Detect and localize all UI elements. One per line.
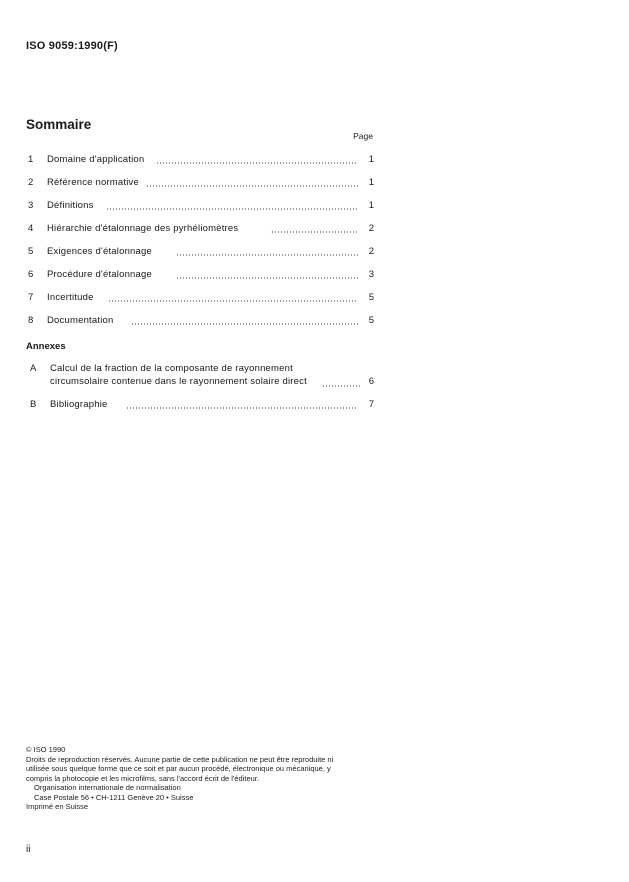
toc-entry-page: 5 [368,315,374,326]
toc-entry-number: 7 [28,292,34,303]
printed-in: Imprimé en Suisse [26,802,89,811]
toc-entry[interactable] [26,291,374,305]
toc-leader-dots [106,208,358,210]
document-id: ISO 9059:1990(F) [26,40,118,52]
annex-title-line2: circumsolaire contenue dans le rayonnement solaire direct [50,376,307,387]
toc-entry[interactable] [26,268,374,282]
toc-entry-title: Définitions [47,199,98,213]
annex-letter: B [30,399,37,410]
toc-entry-page: 5 [368,292,374,303]
toc-title: Sommaire [26,117,92,132]
page-column-label: Page [353,131,373,141]
toc-entry[interactable] [26,314,374,328]
toc-entry-number: 3 [28,200,34,211]
toc-entry-number: 4 [28,223,34,234]
page-number: ii [26,844,31,855]
toc-entry[interactable] [26,245,374,259]
toc-entry-page: 1 [368,154,374,165]
rights-notice: Droits de reproduction réservés. Aucune partie de cette publication ne peut être reproduite ni utilisée sous quelque forme que ce soit et par aucun procédé, électronique ou mécanique, y compris la photocopie et les microfilms, sans l'accord écrit de l'éditeur. [26,754,334,783]
annex-entry[interactable] [26,363,374,389]
annex-page: 6 [368,376,374,387]
toc-entry-title: Domaine d'application [47,153,148,167]
annex-title: Bibliographie [50,399,108,410]
toc-leader-dots [131,323,358,325]
annexes-heading: Annexes [26,341,66,352]
toc-entry[interactable] [26,153,374,167]
annex-page: 7 [368,399,374,410]
toc-entry-number: 6 [28,269,34,280]
postal-address: Case Postale 56 • CH-1211 Genève 20 • Suisse [34,792,194,802]
toc-leader-dots [322,385,360,387]
toc-entry[interactable] [26,199,374,213]
toc-entry-title: Référence normative [47,176,143,190]
annex-title-line1: Calcul de la fraction de la composante de rayonnement [50,363,293,374]
copyright-line: © ISO 1990 [26,745,66,754]
toc-entry-number: 2 [28,177,34,188]
toc-leader-dots [271,231,358,233]
toc-leader-dots [146,185,358,187]
toc-entry-number: 5 [28,246,34,257]
copyright-block [26,745,356,812]
toc-leader-dots [126,407,358,409]
annex-entry[interactable] [26,399,374,413]
toc-entry-title: Procédure d'étalonnage [47,268,156,282]
toc-leader-dots [156,162,358,164]
toc-entry[interactable] [26,222,374,236]
organization-name: Organisation internationale de normalisation [34,783,181,792]
toc-entry[interactable] [26,176,374,190]
toc-entry-number: 1 [28,154,34,165]
toc-leader-dots [108,300,358,302]
toc-entry-title: Exigences d'étalonnage [47,245,156,259]
toc-entry-page: 1 [368,200,374,211]
toc-entry-page: 2 [368,223,374,234]
toc-entry-title: Incertitude [47,291,98,305]
toc-entry-page: 1 [368,177,374,188]
toc-entry-title: Hiérarchie d'étalonnage des pyrhéliomètres [47,222,242,236]
toc-entry-page: 3 [368,269,374,280]
annex-letter: A [30,363,37,374]
toc-leader-dots [176,277,358,279]
toc-entry-number: 8 [28,315,34,326]
toc-leader-dots [176,254,358,256]
toc-entry-title: Documentation [47,314,118,328]
toc-entry-page: 2 [368,246,374,257]
